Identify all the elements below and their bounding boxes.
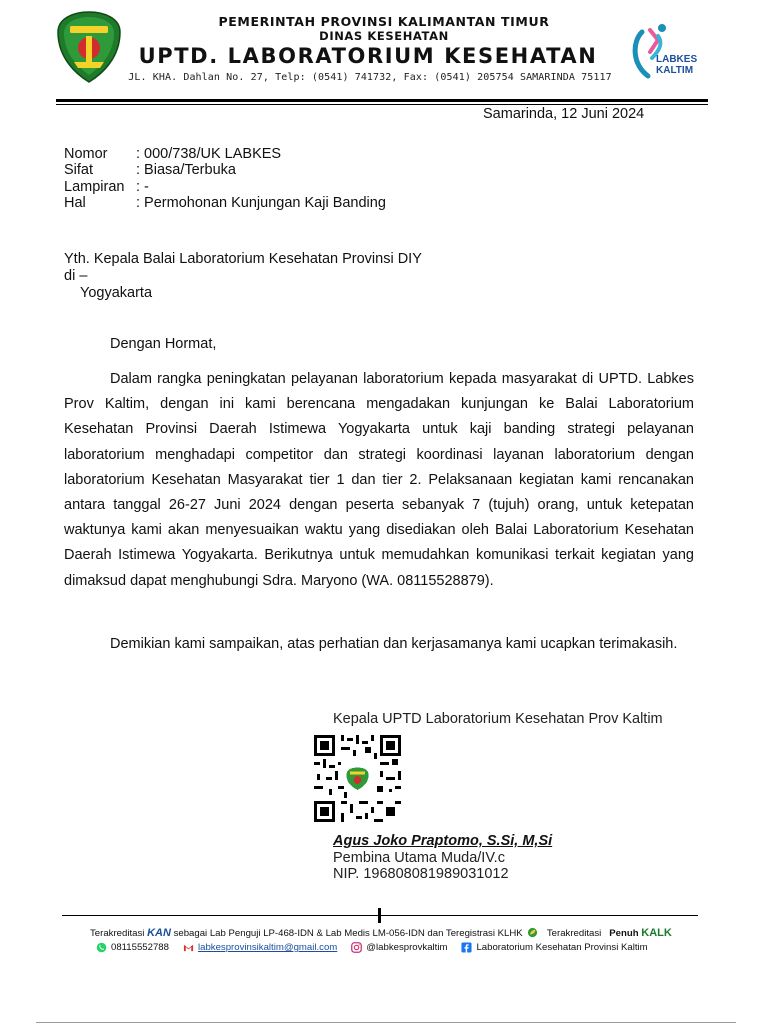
footer-phone[interactable]: 08115552788 — [96, 942, 169, 953]
signer-nip: NIP. 196808081989031012 — [333, 866, 509, 882]
kalk-logo-text: KALK — [641, 927, 672, 939]
signature-qr-code — [314, 735, 401, 822]
meta-row-sifat: Sifat : Biasa/Terbuka — [64, 162, 236, 178]
klhk-leaf-icon — [527, 927, 538, 938]
recipient-line: Yth. Kepala Balai Laboratorium Kesehatan Provinsi DIY — [64, 251, 422, 267]
facebook-icon — [461, 942, 472, 953]
letterhead-rule-thin — [56, 104, 708, 105]
kan-logo-text: KAN — [147, 927, 171, 939]
signature-title: Kepala UPTD Laboratorium Kesehatan Prov Kaltim — [333, 711, 663, 727]
letterhead-government: PEMERINTAH PROVINSI KALIMANTAN TIMUR — [218, 14, 550, 29]
recipient-di: di – — [64, 268, 88, 284]
signer-rank: Pembina Utama Muda/IV.c — [333, 850, 505, 866]
gmail-icon — [183, 942, 194, 953]
footer-email[interactable]: labkesprovinsikaltim@gmail.com — [183, 942, 337, 953]
letterhead-address: JL. KHA. Dahlan No. 27, Telp: (0541) 741732, Fax: (0541) 205754 SAMARINDA 75117 — [128, 72, 612, 83]
letterhead-rule-thick — [56, 99, 708, 102]
letter-date: Samarinda, 12 Juni 2024 — [483, 106, 645, 122]
footer-instagram[interactable]: @labkesprovkaltim — [351, 942, 447, 953]
recipient-city: Yogyakarta — [80, 285, 153, 301]
meta-row-lampiran: Lampiran : - — [64, 179, 149, 195]
page-edge-line — [36, 1022, 736, 1023]
greeting: Dengan Hormat, — [110, 336, 217, 352]
meta-row-hal: Hal : Permohonan Kunjungan Kaji Banding — [64, 195, 386, 211]
whatsapp-icon — [96, 942, 107, 953]
body-paragraph-2: Demikian kami sampaikan, atas perhatian dan kerjasamanya kami ucapkan terimakasih. — [110, 636, 678, 652]
footer-contacts — [96, 942, 662, 953]
meta-row-nomor: Nomor : 000/738/UK LABKES — [64, 146, 282, 162]
body-paragraph-1: Dalam rangka peningkatan pelayanan laboratorium kepada masyarakat di UPTD. Labkes Prov Kaltim, dengan ini kami berencana mengadakan kunjungan ke Balai Laboratorium Kesehatan Provinsi Daerah Istimewa Yogyakarta untuk kaji banding strategi pelayanan laboratorium menghadapi competitor dan strategi koordinasi layanan laboratorium dengan laboratorium Kesehatan Masyarakat tier 1 dan tier 2. Pelaksanaan kegiatan kami rencanakan antara tanggal 26-27 Juni 2024 dengan peserta sebanyak 7 (tujuh) orang, untuk ketepatan waktunya kami akan menyesuaikan waktu yang disediakan oleh Balai Laboratorium Kesehatan Daerah Istimewa Yogyakarta. Berikutnya untuk memudahkan komunikasi terkait kegiatan yang dimaksud dapat menghubungi Sdra. Maryono (WA. 08115528879). — [64, 371, 694, 589]
footer-accreditation: Terakreditasi KAN sebagai Lab Penguji LP-468-IDN & Lab Medis LM-056-IDN dan Teregistrasi KLHK Terakreditasi Penuh KALK — [90, 927, 672, 939]
instagram-icon — [351, 942, 362, 953]
letterhead-department: DINAS KESEHATAN — [319, 29, 449, 43]
footer-rule-marker — [378, 908, 381, 923]
labkes-kaltim-logo-text: LABKES KALTIM — [656, 54, 698, 76]
footer-facebook[interactable]: Laboratorium Kesehatan Provinsi Kaltim — [461, 942, 647, 953]
signer-name: Agus Joko Praptomo, S.Si, M,Si — [333, 833, 553, 849]
letterhead-title: UPTD. LABORATORIUM KESEHATAN — [138, 44, 598, 68]
